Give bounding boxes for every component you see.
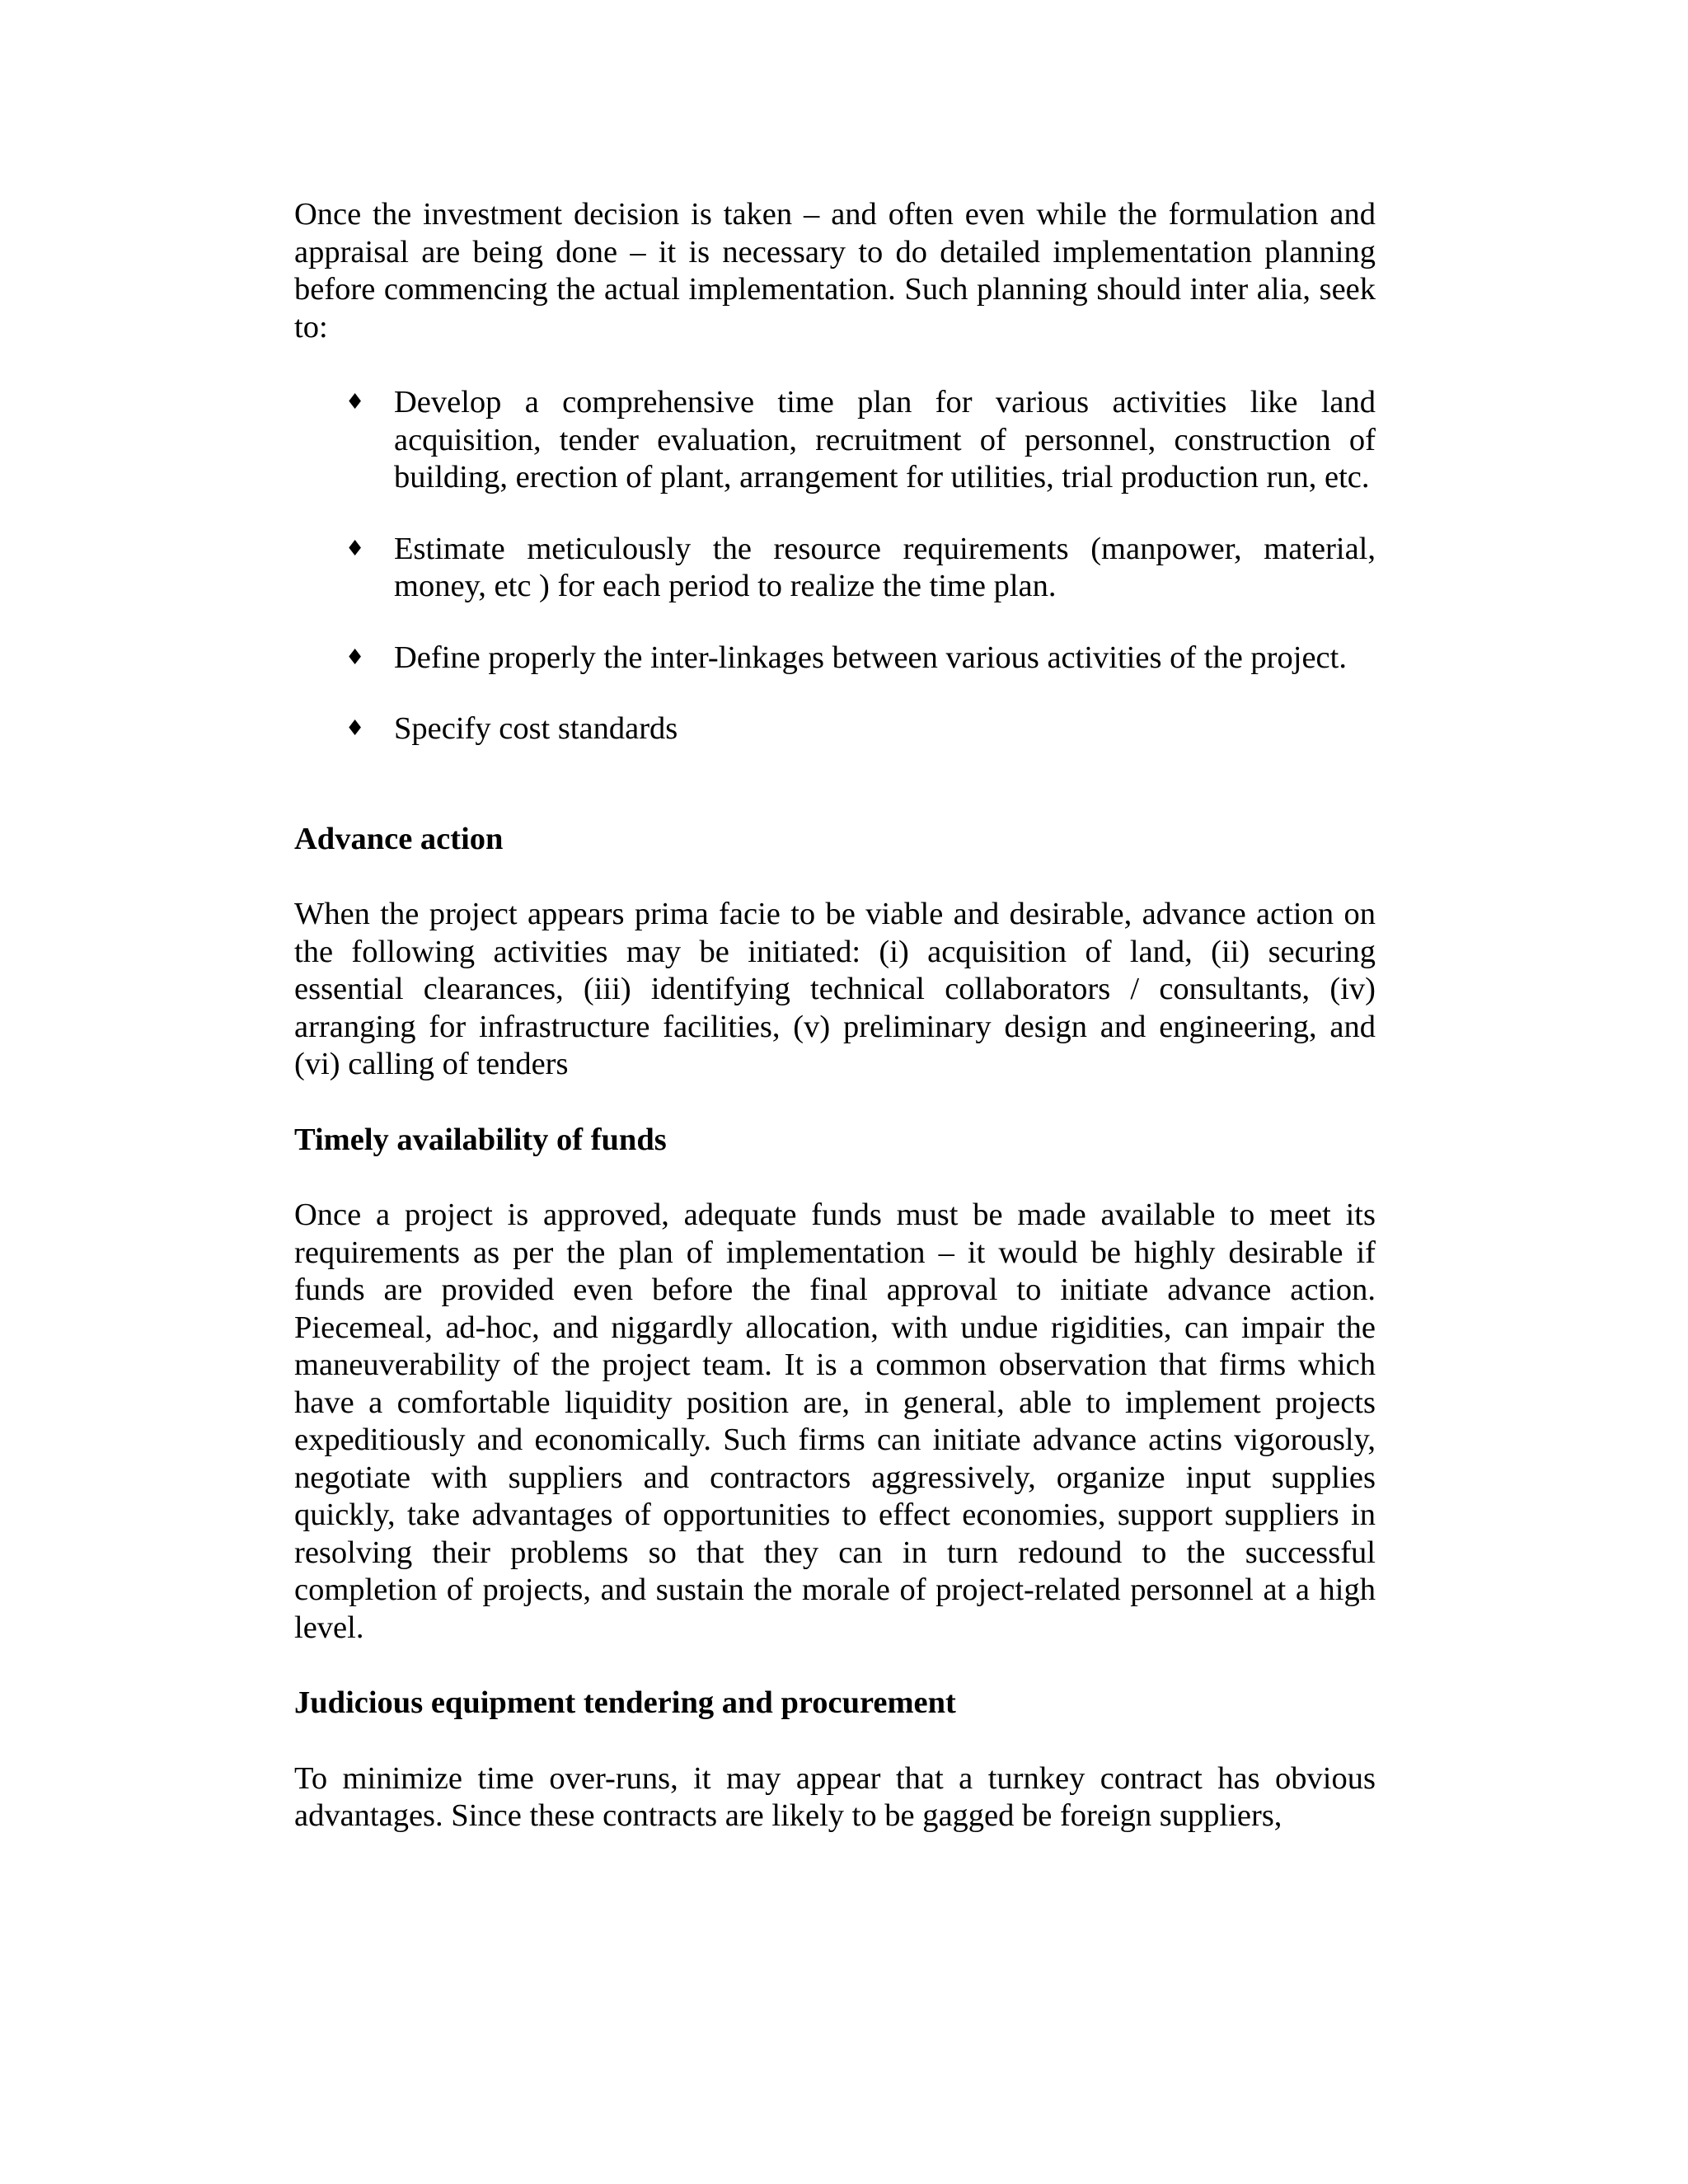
paragraph-judicious-equipment-tendering: To minimize time over-runs, it may appear that a turnkey contract has obvious advantages. Since these contracts are likely to be gagged be foreign suppliers,: [294, 1760, 1376, 1833]
bullet-text: Specify cost standards: [394, 711, 678, 746]
bullet-text: Develop a comprehensive time plan for various activities like land acquisition, tender evaluation, recruitment of personnel, construction of building, erection of plant, arrangement for utilities, trial production run, etc.: [394, 385, 1376, 494]
diamond-bullet-icon: ♦: [345, 390, 365, 415]
bullet-item-resource-requirements: [294, 531, 1376, 606]
paragraph-advance-action: When the project appears prima facie to be viable and desirable, advance action on the following activities may be initiated: (i) acquisition of land, (ii) securing essential clearances, (iii) identifying technical collaborators / consultants, (iv) arranging for infrastructure facilities, (v) preliminary design and engineering, and (vi) calling of tenders: [294, 897, 1376, 1081]
diamond-bullet-icon: ♦: [345, 644, 365, 670]
bullet-text: Estimate meticulously the resource requirements (manpower, material, money, etc ) for each period to realize the time plan.: [394, 531, 1376, 603]
bullet-text: Define properly the inter-linkages between various activities of the project.: [394, 640, 1347, 675]
document-page: [294, 196, 1376, 1835]
heading-timely-availability-of-funds: Timely availability of funds: [294, 1122, 667, 1157]
heading-judicious-equipment-tendering: Judicious equipment tendering and procurement: [294, 1685, 956, 1720]
bullet-item-inter-linkages: [294, 640, 1376, 677]
paragraph-timely-availability-of-funds: Once a project is approved, adequate funds must be made available to meet its requirements as per the plan of implementation – it would be highly desirable if funds are provided even before the final approval to initiate advance action. Piecemeal, ad-hoc, and niggardly allocation, with undue rigidities, can impair the maneuverability of the project team. It is a common observation that firms which have a comfortable liquidity position are, in general, able to implement projects expeditiously and economically. Such firms can initiate advance actins vigorously, negotiate with suppliers and contractors aggressively, organize input supplies quickly, take advantages of opportunities to effect economies, support suppliers in resolving their problems so that they can in turn redound to the successful completion of projects, and sustain the morale of project-related personnel at a high level.: [294, 1197, 1376, 1645]
bullet-item-time-plan: [294, 384, 1376, 497]
planning-bullet-list: [294, 384, 1376, 748]
intro-paragraph: Once the investment decision is taken – and often even while the formulation and appraisal are being done – it is necessary to do detailed implementation planning before commencing the actual implementation. Such planning should inter alia, seek to:: [294, 197, 1376, 344]
diamond-bullet-icon: ♦: [345, 536, 365, 561]
heading-advance-action: Advance action: [294, 821, 504, 856]
diamond-bullet-icon: ♦: [345, 716, 365, 741]
bullet-item-cost-standards: [294, 710, 1376, 748]
